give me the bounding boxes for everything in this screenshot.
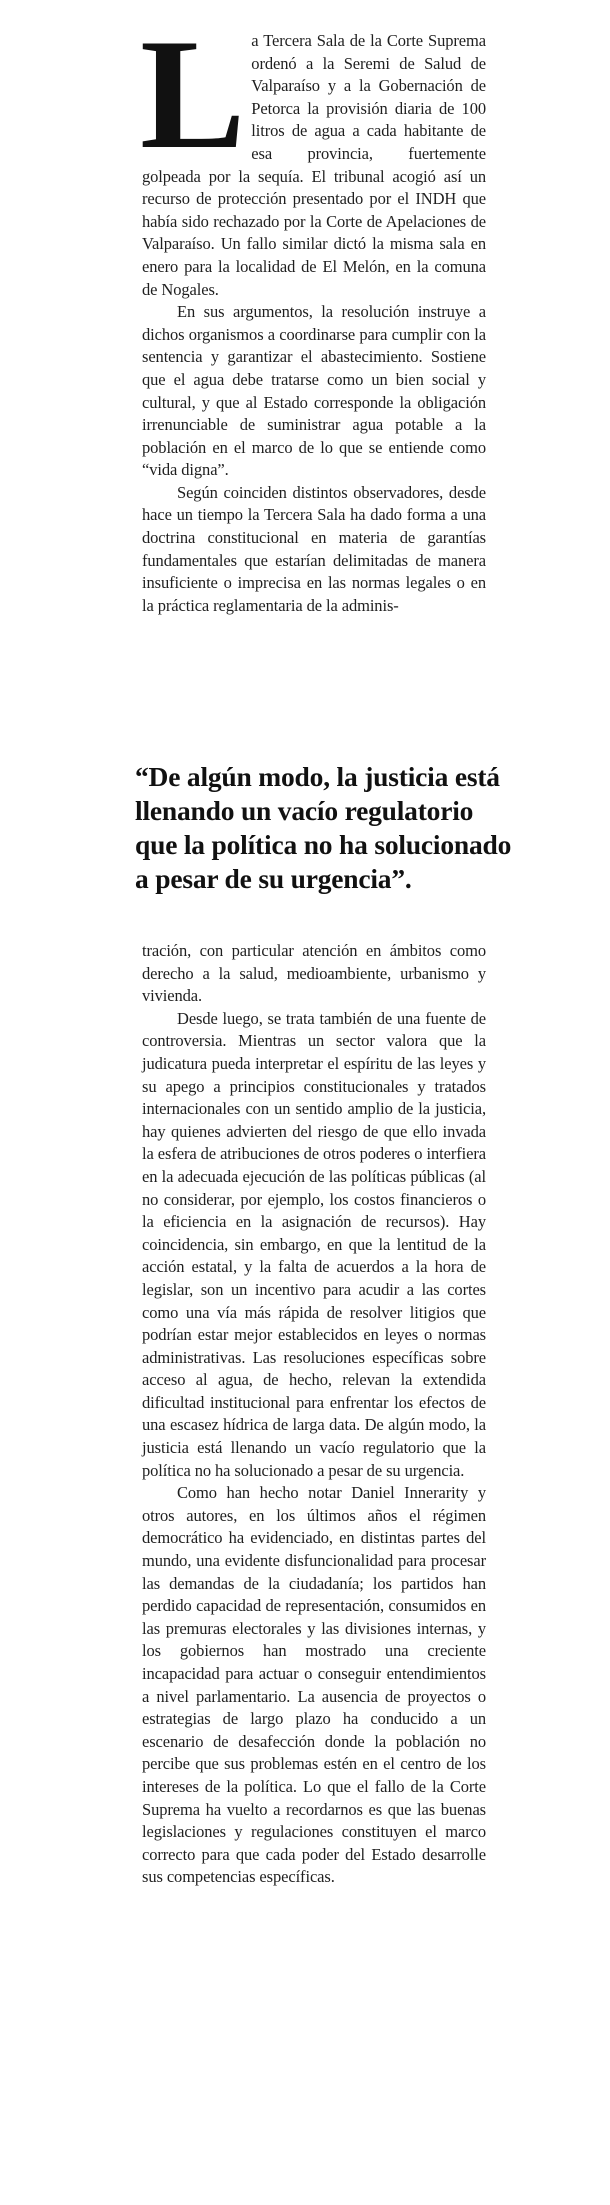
drop-cap: L (140, 7, 246, 182)
article-paragraph: tración, con particular atención en ámbitos como derecho a la salud, medioambiente, urbanismo y vivienda. (142, 941, 486, 1006)
article-paragraph: Como han hecho notar Daniel Innerarity y otros autores, en los últimos años el régimen democrático ha evidenciado, en distintas partes del mundo, una evidente disfuncionalidad para procesar las demandas de la ciudadanía; los partidos han perdido capacidad de representación, consumidos en las premuras electorales y las divisiones internas, y los gobiernos han mostrado una creciente incapacidad para actuar o conseguir entendimientos a nivel parlamentario. La ausencia de proyectos o estrategias de largo plazo ha conducido a un escenario de desafección donde la población no percibe que sus problemas estén en el centro de los intereses de la política. Lo que el fallo de la Corte Suprema ha vuelto a recordarnos es que las buenas legislaciones y regulaciones constituyen el marco correcto para que cada poder del Estado desarrolle sus competencias específicas. (142, 1483, 486, 1887)
article-paragraph: Desde luego, se trata también de una fuente de controversia. Mientras un sector valora que la judicatura pueda interpretar el espíritu de las leyes y su apego a principios constitucionales y tratados internacionales con un sentido amplio de la justicia, hay quienes advierten del riesgo de que ello invada la esfera de atribuciones de otros poderes o interfiera en la adecuada ejecución de las políticas públicas (al no considerar, por ejemplo, los costos financieros o la eficiencia en la asignación de recursos). Hay coincidencia, sin embargo, en que la lentitud de la acción estatal, y la falta de acuerdos a la hora de legislar, son un incentivo para acudir a las cortes como una vía más rápida de resolver litigios que podrían estar mejor establecidos en leyes o normas administrativas. Las resoluciones específicas sobre acceso al agua, de hecho, relevan la extendida dificultad institucional para enfrentar los efectos de una escasez hídrica de larga data. De algún modo, la justicia está llenando un vacío regulatorio que la política no ha solucionado a pesar de su urgencia. (142, 1008, 486, 1480)
paragraph-text: a Tercera Sala de la Corte Suprema ordenó a la Seremi de Salud de Valparaíso y a la Gobernación de Petorca la provisión diaria de 100 litros de agua a cada habitante de esa provincia, fuertemente golpeada por la sequía. El tribunal acogió así un recurso de protección presentado por el INDH que había sido rechazado por la Corte de Apelaciones de Valparaíso. Un fallo similar dictó la misma sala en enero para la localidad de El Melón, en la comuna de Nogales. (142, 31, 486, 299)
article-bottom-column (142, 940, 486, 1889)
article-top-column (140, 7, 486, 617)
article-paragraph (140, 7, 486, 301)
article-paragraph: Según coinciden distintos observadores, desde hace un tiempo la Tercera Sala ha dado forma a una doctrina constitucional en materia de garantías fundamentales que estarían delimitadas de manera insuficiente o imprecisa en las normas legales o en la práctica reglamentaria de la adminis- (142, 482, 486, 615)
article-paragraph: En sus argumentos, la resolución instruye a dichos organismos a coordinarse para cumplir con la sentencia y garantizar el abastecimiento. Sostiene que el agua debe tratarse como un bien social y cultural, y que al Estado corresponde la obligación irrenunciable de suministrar agua potable a la población en el marco de lo que se entiende como “vida digna”. (142, 302, 486, 480)
pull-quote: “De algún modo, la justicia está llenando un vacío regulatorio que la política no ha solucionado a pesar de su urgencia”. (135, 761, 512, 894)
